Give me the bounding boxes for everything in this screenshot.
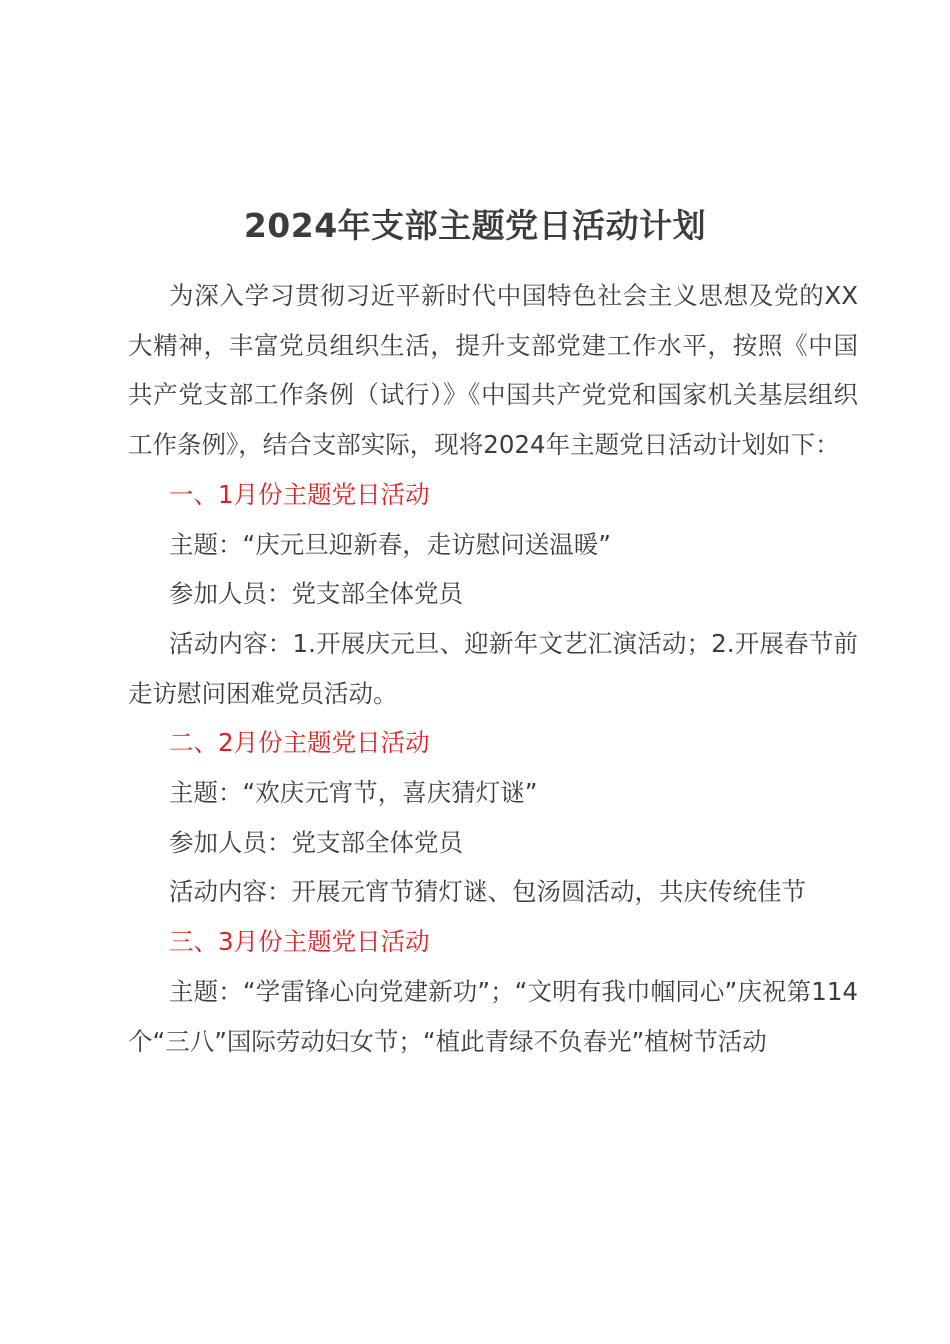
document-title: 2024年支部主题党日活动计划 bbox=[243, 206, 707, 245]
section-content-1: 活动内容：1.开展庆元旦、迎新年文艺汇演活动；2.开展春节前走访慰问困难党员活动。 bbox=[128, 628, 858, 708]
section-theme-1: 主题：“庆元旦迎新春，走访慰问送温暖” bbox=[169, 529, 611, 559]
section-heading-3: 三、3月份主题党日活动 bbox=[169, 927, 430, 957]
section-heading-1: 一、1月份主题党日活动 bbox=[169, 479, 430, 509]
intro-paragraph: 为深入学习贯彻习近平新时代中国特色社会主义思想及党的XX大精神，丰富党员组织生活，提升支部党建工作水平，按照《中国共产党支部工作条例（试行）》《中国共产党党和国家机关基层组织工作条例》，结合支部实际，现将2024年主题党日活动计划如下： bbox=[128, 281, 858, 460]
section-participants-2: 参加人员：党支部全体党员 bbox=[169, 827, 463, 857]
section-heading-2: 二、2月份主题党日活动 bbox=[169, 728, 430, 758]
section-participants-1: 参加人员：党支部全体党员 bbox=[169, 579, 463, 609]
section-theme-2: 主题：“欢庆元宵节，喜庆猜灯谜” bbox=[169, 778, 538, 808]
section-content-2: 活动内容：开展元宵节猜灯谜、包汤圆活动，共庆传统佳节 bbox=[169, 877, 806, 907]
document-body bbox=[128, 271, 858, 1066]
section-theme-3: 主题：“学雷锋心向党建新功”；“文明有我巾帼同心”庆祝第114个“三八”国际劳动妇女节；“植此青绿不负春光”植树节活动 bbox=[128, 976, 858, 1056]
